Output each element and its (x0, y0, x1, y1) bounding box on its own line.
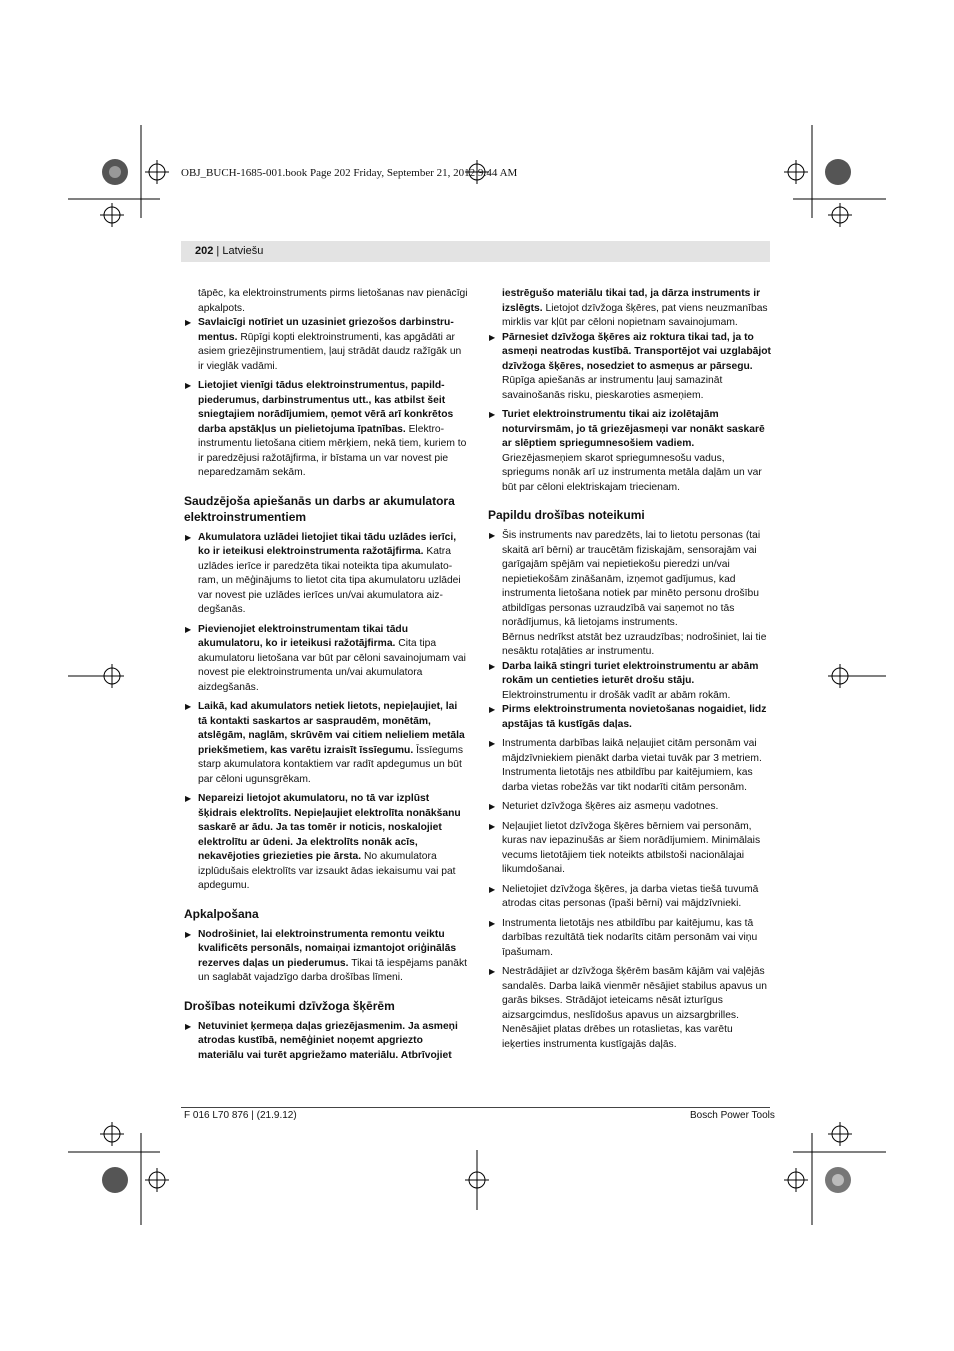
list-battery (184, 531, 469, 894)
list-item (184, 700, 469, 787)
list-item (488, 820, 773, 878)
list-item (184, 792, 469, 894)
list-item-text: Griezējasmeņiem skarot spriegumnesošu vadus, spriegums nonāk arī uz instrumenta metāla daļām un var būt par cēloni elektriskajam triecienam. (502, 452, 762, 493)
list-item-text: Elektro-instrumentu lietošana citiem mērķiem, nekā tiem, kuriem to ir paredzējusi ražotājfirma, ir bīstama un var novest pie neparedzamām sekām. (198, 423, 467, 478)
list-general (184, 316, 469, 481)
list-item (184, 379, 469, 481)
list-item (488, 883, 773, 912)
heading-battery: Saudzējoša apiešanās un darbs ar akumulatora elektroinstrumentiem (184, 493, 455, 524)
footer-code: F 016 L70 876 | (21.9.12) (184, 1110, 297, 1121)
list-item (488, 408, 773, 495)
list-item-text: Katra uzlādes ierīce ir paredzēta tikai noteikta tipa akumulato-ram, un mēģinājums to lietot cita tipa akumulatoru uzlādei var novest pie uzlādes ierīces un/vai akumulatora aiz-degšanās. (198, 546, 461, 615)
list-item (184, 316, 469, 374)
list-item (488, 660, 773, 689)
list-item-text: Īssīegums starp akumulatora kontaktiem var radīt apdegumus un būt par cēloni ugunsgrēkam. (198, 744, 463, 785)
list-item (488, 917, 773, 961)
two-hands-note: Elektroinstrumentu ir drošāk vadīt ar abām rokām. (502, 689, 731, 701)
list-item-text: Nestrādājiet ar dzīvžoga šķērēm basām kājām vai vaļējās sandalēs. Darba laikā vienmēr nēsājiet stabilus apavus un garās bikses. Strādājot ieteicams nēsāt izturīgus aizsargcimdus, neslīdošus apavus un aizsargbrilles. Nenēsājiet platas drēbes un rotaslietas, kas varētu ieķerties instrumenta kustīgajās daļās. (502, 966, 768, 1050)
children-note: Bērnus nedrīkst atstāt bez uzraudzības; nodrošiniet, lai tie nesāktu rotaļāties ar instrumentu. (502, 631, 767, 657)
continued-normal: Lietojot dzīvžoga šķēres, pat viens neuzmanības mirklis var kļūt par cēloni nopietnam savainojumam. (502, 302, 768, 328)
list-extra-1 (488, 529, 773, 631)
footer-brand: Bosch Power Tools (690, 1110, 775, 1121)
list-item-bold: Netuviniet ķermeņa daļas griezējasmenim. Ja asmeņi atrodas kustībā, nemēģiniet noņemt apgriezto materiālu vai turēt apgriežamo materiālu. Atbrīvojiet (198, 1020, 458, 1061)
list-item-bold: Nepareizi lietojot akumulatoru, no tā var izplūst šķidrais elektrolīts. Nepieļaujiet elektrolīta nonākšanu saskarē ar ādu. Ja tas tomēr ir noticis, noskalojiet elektrolītu ar ūdeni. Ja elektrolīts nonāk acīs, nekavējoties griezieties pie ārsta. (198, 793, 461, 862)
continued-bold: iestrēgušo materiālu tikai tad, ja dārza instruments ir izslēgts. (502, 288, 761, 314)
page-header-text: 202 | Latviešu (195, 245, 264, 257)
list-item (184, 531, 469, 618)
list-item (488, 529, 773, 631)
list-item (184, 623, 469, 696)
list-item-text: Rūpīgi kopti elektroinstrumenti, kas apgādāti ar asiem griezējinstrumentiem, ļauj strādāt daudz ražīgāk un ir vieglāk vadāmi. (198, 331, 462, 372)
list-item-bold: Pārnesiet dzīvžoga šķēres aiz roktura tikai tad, ja to asmeņi neatrodas kustībā. Transportējot vai uzglabājot dzīvžoga šķēres, nosedziet to asmeņus ar pārsegu. (502, 331, 771, 372)
list-item-text: Cita tipa akumulatoru lietošana var būt par cēloni savainojumam vai novest pie elektroinstrumenta un/vai akumulatora aizdegšanās. (198, 638, 466, 693)
list-item-bold: Laikā, kad akumulators netiek lietots, nepieļaujiet, lai tā kontakti saskartos ar saspraudēm, monētām, atslēgām, naglām, skrūvēm vai citiem nelieliem metāla priekšmetiem, kas varētu izraisīt īssīegumu. (198, 701, 465, 756)
list-service (184, 928, 469, 986)
heading-service: Apkalpošana (184, 906, 259, 921)
list-item (488, 703, 773, 732)
list-item (488, 331, 773, 404)
intro-text: tāpēc, ka elektroinstruments pirms lietošanas nav pienācīgi apkalpots. (198, 288, 468, 314)
list-extra-2 (488, 660, 773, 689)
list-shears (184, 1020, 469, 1064)
list-item-bold: Savlaicīgi notīriet un uzasiniet griezošos darbinstru-mentus. (198, 317, 454, 343)
list-item-text: Šis instruments nav paredzēts, lai to lietotu personas (tai skaitā arī bērni) ar traucētām fiziskajām, sensorajām vai garīgajām spējām vai nepietiekošu pieredzi un/vai nepietiekošām zināšanām, izņemot gadījumus, kad instrumenta lietošana notiek par minēto personu drošību atbildīgas personas uzraudzībā vai saņemot no tās norādījumus, kā lietojams instruments. (502, 530, 761, 628)
left-column (184, 287, 469, 1068)
list-extra-3 (488, 703, 773, 1052)
list-item (488, 800, 773, 815)
list-item-text: No akumulatora izplūdušais elektrolīts var izsaukt ādas iekaisumu vai pat apdegumu. (198, 851, 456, 891)
list-item (184, 928, 469, 986)
list-item (488, 965, 773, 1052)
list-item-bold: Pievienojiet elektroinstrumentam tikai tādu akumulatoru, ko ir ieteikusi ražotājfirma. (198, 623, 409, 649)
heading-shears: Drošības noteikumi dzīvžoga šķērēm (184, 998, 395, 1013)
list-item (488, 737, 773, 795)
list-item-text: Instrumenta lietotājs nes atbildību par kaitējumu, kas tā darbības rezultātā tiek nodarīts citām personām vai viņu īpašumam. (502, 917, 758, 958)
right-column (488, 287, 773, 1057)
page-number: 202 (195, 245, 214, 257)
list-item-bold: Pirms elektroinstrumenta novietošanas nogaidiet, lidz apstājas tā kustīgās daļas. (502, 704, 767, 730)
heading-extra: Papildu drošības noteikumi (488, 508, 645, 522)
list-shears-cont (488, 331, 773, 496)
list-item-bold: Turiet elektroinstrumentu tikai aiz izolētajām noturvirsmām, jo tā griezējasmeņi var nonākt saskarē ar slēptiem spriegumnesošiem vadiem. (502, 409, 765, 449)
list-item-bold: Akumulatora uzlādei lietojiet tikai tādu uzlādes ierīci, ko ir ieteikusi elektroinstrumenta ražotājfirma. (198, 531, 457, 557)
footer-rule (181, 1107, 770, 1108)
list-item-text: Neturiet dzīvžoga šķēres aiz asmeņu vadotnes. (502, 801, 719, 812)
list-item-bold: Nodrošiniet, lai elektroinstrumenta remontu veiktu kvalificēts personāls, nomaiņai izmantojot oriģinālās rezerves daļas un piederumus. (198, 928, 457, 969)
print-slug: OBJ_BUCH-1685-001.book Page 202 Friday, September 21, 2012 9:44 AM (181, 167, 518, 179)
list-item (184, 1020, 469, 1064)
list-item-text: Tikai tā iespējams panākt un saglabāt vajadzīgo darba drošības līmeni. (198, 957, 467, 983)
list-item-bold: Darba laikā stingri turiet elektroinstrumentu ar abām rokām un centieties ieturēt drošu stāju. (502, 660, 759, 686)
page-header (181, 241, 770, 262)
list-item-text: Neļaujiet lietot dzīvžoga šķēres bērniem vai personām, kuras nav iepazinušās ar šiem norādījumiem. Minimālais vecums lietotājiem tiek noteikts atbilstoši nacionālajai likumdošanai. (502, 820, 761, 875)
list-item-text: Instrumenta darbības laikā neļaujiet citām personām vai mājdzīvniekiem pienākt darba vietai tuvāk par 3 metriem. Instrumenta lietotājs nes atbildību par kaitējumiem, kas darba vietas robežās var tikt nodarīti citām personām. (502, 738, 762, 793)
continued-text (488, 287, 773, 331)
list-item-bold: Lietojiet vienīgi tādus elektroinstrumentus, papild-piederumus, darbinstrumentus utt., kas atbilst šeit sniegtajiem norādījumiem, ņemot vērā arī konkrētos darba apstākļus un pielietojuma īpatnības. (198, 380, 454, 435)
list-item-text: Nelietojiet dzīvžoga šķēres, ja darba vietas tiešā tuvumā atrodas citas personas (īpaši bērni) vai mājdzīvnieki. (502, 883, 759, 909)
language-label: Latviešu (222, 245, 264, 257)
list-item-text: Rūpīga apiešanās ar instrumentu ļauj samazināt savainošanās risku, pieskaroties asmeņiem. (502, 375, 723, 401)
